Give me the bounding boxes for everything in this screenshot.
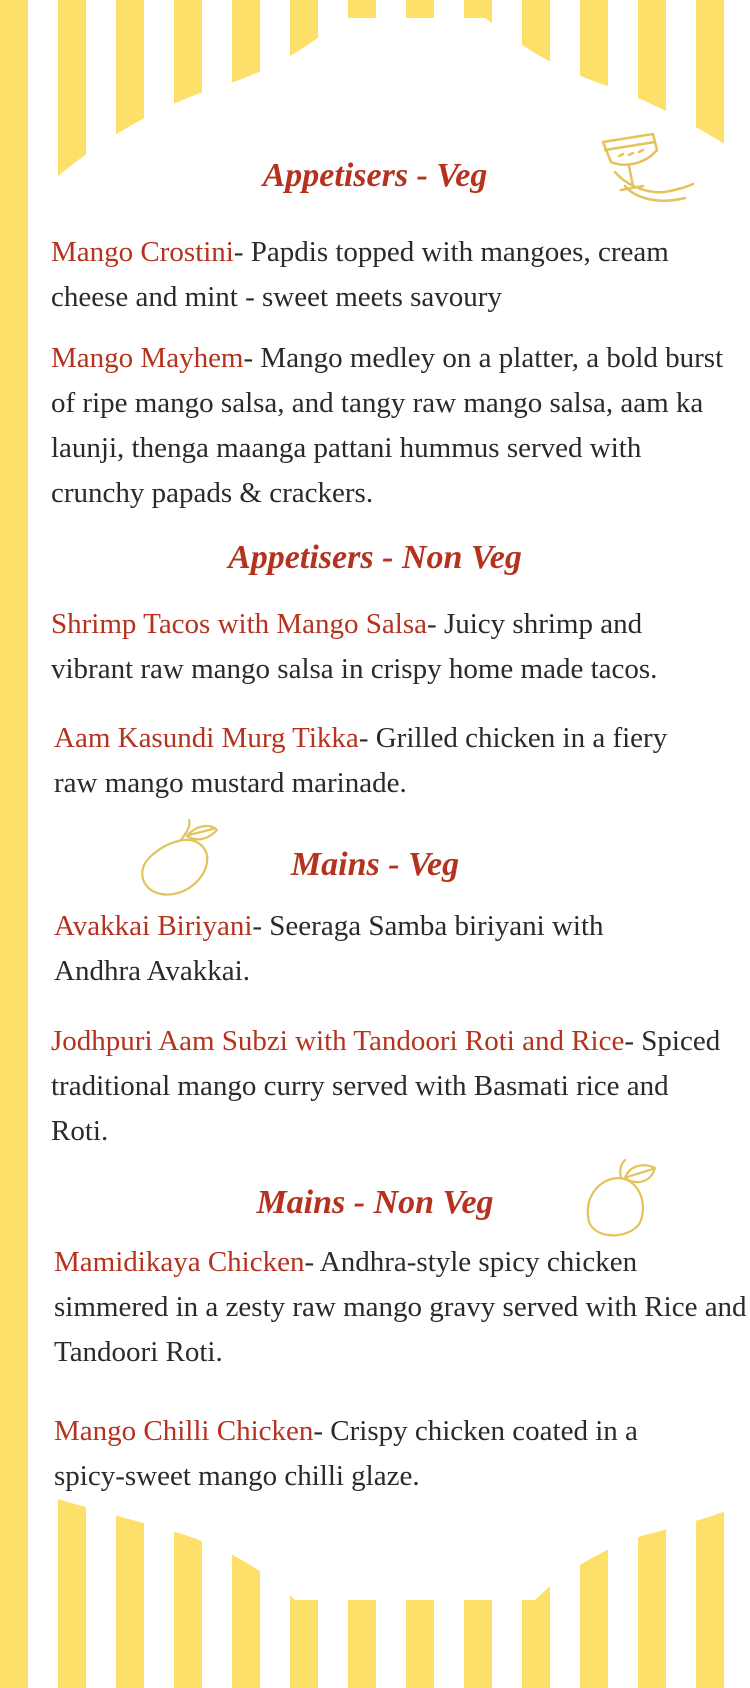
menu-item-description: - Papdis topped with mangoes, cream cheese and mint - sweet meets savoury: [51, 236, 669, 313]
menu-item-mango-mayhem: [51, 336, 741, 516]
menu-item-name: Mango Chilli Chicken: [54, 1415, 314, 1447]
section-title-appetisers-veg: Appetisers - Veg: [262, 157, 488, 194]
menu-item-name: Shrimp Tacos with Mango Salsa: [51, 608, 428, 640]
menu-item-mango-crostini: [51, 230, 750, 320]
menu-item-name: Avakkai Biriyani: [54, 910, 253, 942]
menu-item-name: Mango Mayhem: [51, 342, 244, 374]
menu-item-description: - Juicy shrimp and vibrant raw mango salsa in crispy home made tacos.: [51, 608, 658, 685]
menu-item-name: Aam Kasundi Murg Tikka: [54, 722, 359, 754]
menu-item-description: - Crispy chicken coated in a spicy-sweet mango chilli glaze.: [54, 1415, 638, 1492]
menu-item-description: - Seeraga Samba biriyani with Andhra Avakkai.: [54, 910, 604, 987]
menu-panel: [45, 0, 750, 1688]
menu-item-description: - Grilled chicken in a fiery raw mango mustard marinade.: [54, 722, 668, 799]
section-title-mains-veg: Mains - Veg: [290, 846, 460, 883]
section-title-mains-non-veg: Mains - Non Veg: [256, 1184, 494, 1221]
menu-item-name: Mamidikaya Chicken: [54, 1246, 305, 1278]
menu-item-avakkai-biriyani: [54, 904, 674, 994]
menu-item-mamidikaya-chicken: [54, 1240, 750, 1375]
cocktail-glass-icon: [585, 128, 695, 208]
menu-item-name: Jodhpuri Aam Subzi with Tandoori Roti and Rice: [51, 1025, 625, 1057]
menu-item-jodhpuri-aam-subzi: [51, 1019, 731, 1154]
mango-icon: [575, 1158, 665, 1248]
menu-item-mango-chilli-chicken: [54, 1409, 654, 1499]
menu-item-description: - Mango medley on a platter, a bold burst of ripe mango salsa, and tangy raw mango salsa, aam ka launji, thenga maanga pattani hummus served with crunchy papads & crackers.: [51, 342, 724, 509]
menu-item-shrimp-tacos: [51, 602, 691, 692]
menu-content: [45, 0, 750, 1688]
menu-item-description: - Spiced traditional mango curry served with Basmati rice and Roti.: [51, 1025, 721, 1147]
menu-item-description: - Andhra-style spicy chicken simmered in a zesty raw mango gravy served with Rice and Tandoori Roti.: [54, 1246, 747, 1368]
section-title-appetisers-non-veg: Appetisers - Non Veg: [228, 539, 522, 576]
mango-icon: [127, 818, 222, 900]
menu-item-aam-kasundi-murg-tikka: [54, 716, 704, 806]
menu-item-name: Mango Crostini: [51, 236, 234, 268]
